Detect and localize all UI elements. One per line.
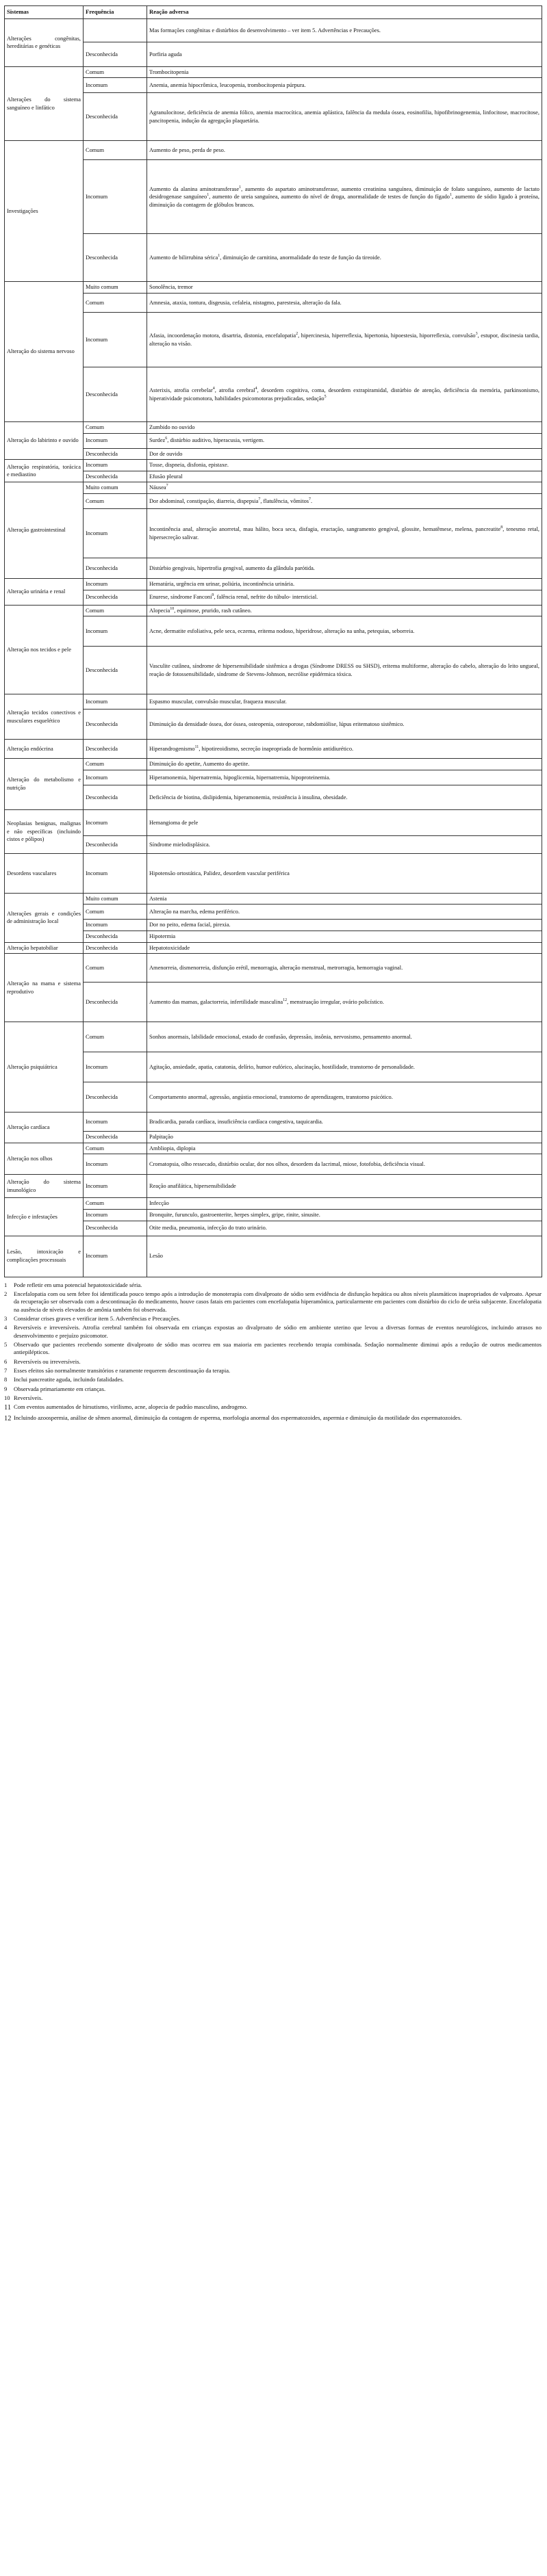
table-row bbox=[5, 809, 542, 835]
frequency-cell: Incomum bbox=[84, 770, 147, 785]
reaction-cell: Hiperandrogenismo$^{11}$, hipotireoidismo, secreção inapropriada de hormônio antidiurético. bbox=[147, 740, 542, 759]
footnote-number: 12 bbox=[4, 1415, 12, 1423]
reaction-cell: Enurese, síndrome Fanconi$^9$, falência renal, nefrite do túbulo- intersticial. bbox=[147, 590, 542, 605]
table-row bbox=[5, 93, 542, 141]
table-row bbox=[5, 1113, 542, 1132]
frequency-cell: Desconhecida bbox=[84, 740, 147, 759]
reaction-cell: Dor de ouvido bbox=[147, 448, 542, 460]
frequency-cell: Incomum bbox=[84, 1236, 147, 1277]
footnote-text: Inclui pancreatite aguda, incluindo fatalidades. bbox=[14, 1376, 124, 1383]
table-header-row bbox=[5, 6, 542, 19]
system-cell: Desordens vasculares bbox=[5, 853, 84, 893]
footnote-text: Reversíveis ou irreversíveis. bbox=[14, 1357, 81, 1365]
table-row bbox=[5, 605, 542, 616]
table-row bbox=[5, 494, 542, 509]
table-row bbox=[5, 983, 542, 1022]
frequency-cell: Incomum bbox=[84, 920, 147, 931]
frequency-cell: Incomum bbox=[84, 433, 147, 448]
table-row bbox=[5, 853, 542, 893]
frequency-cell: Desconhecida bbox=[84, 785, 147, 809]
system-cell: Alteração cardíaca bbox=[5, 1113, 84, 1143]
table-row bbox=[5, 42, 542, 66]
footnote-text: Incluindo azoospermia, análise de sêmen anormal, diminuição da contagem de esperma, morfologia anormal dos espermatozoides, aspermia e diminuição da motilidade dos espermatozoides. bbox=[14, 1414, 462, 1422]
table-row bbox=[5, 78, 542, 93]
adverse-reactions-table bbox=[4, 5, 542, 1277]
reaction-cell: Hematúria, urgência em urinar, poliúria, incontinência urinária. bbox=[147, 579, 542, 590]
reaction-cell: Sonolência, tremor bbox=[147, 282, 542, 294]
footnote-number: 7 bbox=[4, 1366, 8, 1374]
footnote-number: 10 bbox=[4, 1394, 10, 1402]
reaction-cell: Bradicardia, parada cardíaca, insuficiência cardíaca congestiva, taquicardia. bbox=[147, 1113, 542, 1132]
header-system: Sistemas bbox=[5, 6, 84, 19]
system-cell: Alteração do sistema nervoso bbox=[5, 282, 84, 422]
table-row bbox=[5, 579, 542, 590]
table-row bbox=[5, 482, 542, 494]
frequency-cell: Desconhecida bbox=[84, 234, 147, 282]
reaction-cell: Porfiria aguda bbox=[147, 42, 542, 66]
system-cell: Neoplasias benignas, malignas e não específicas (incluindo cistos e pólipos) bbox=[5, 809, 84, 853]
frequency-cell: Comum bbox=[84, 1143, 147, 1154]
system-cell: Alteração nos olhos bbox=[5, 1143, 84, 1175]
reaction-cell: Diminuição do apetite, Aumento do apetite. bbox=[147, 759, 542, 770]
reaction-cell: Aumento de peso, perda de peso. bbox=[147, 141, 542, 160]
table-row bbox=[5, 590, 542, 605]
footnote-item bbox=[4, 1385, 542, 1393]
frequency-cell: Incomum bbox=[84, 160, 147, 234]
table-row bbox=[5, 616, 542, 647]
table-row bbox=[5, 509, 542, 558]
table-row bbox=[5, 1052, 542, 1082]
table-row bbox=[5, 18, 542, 42]
footnote-number: 5 bbox=[4, 1340, 8, 1348]
table-row bbox=[5, 234, 542, 282]
table-row bbox=[5, 282, 542, 294]
reaction-cell: Agranulocitose, deficiência de anemia fólico, anemia macrocítica, anemia aplástica, falência da medula óssea, eosinofilia, hipofibrinogenemia, linfocitose, macrocitose, pancitopenia, indução da agregação plaquetária. bbox=[147, 93, 542, 141]
reaction-cell: Amnesia, ataxia, tontura, disgeusia, cefaleia, nistagmo, parestesia, alteração da fala. bbox=[147, 294, 542, 313]
frequency-cell: Desconhecida bbox=[84, 448, 147, 460]
frequency-cell: Desconhecida bbox=[84, 42, 147, 66]
frequency-cell: Desconhecida bbox=[84, 93, 147, 141]
table-row bbox=[5, 1082, 542, 1113]
footnote-item bbox=[4, 1282, 542, 1289]
table-row bbox=[5, 294, 542, 313]
table-row bbox=[5, 141, 542, 160]
reaction-cell: Hipotensão ortostática, Palidez, desordem vascular periférica bbox=[147, 853, 542, 893]
footnote-text: Com eventos aumentados de hirsutismo, virilismo, acne, alopecia de padrão masculino, androgeno. bbox=[14, 1403, 248, 1411]
frequency-cell: Desconhecida bbox=[84, 647, 147, 694]
frequency-cell: Incomum bbox=[84, 809, 147, 835]
reaction-cell: Bronquite, furunculo, gastroenterite, herpes simplex, gripe, rinite, sinusite. bbox=[147, 1209, 542, 1221]
header-reaction: Reação adversa bbox=[147, 6, 542, 19]
frequency-cell: Incomum bbox=[84, 1209, 147, 1221]
reaction-cell: Surdez$^6$, distúrbio auditivo, hiperacusia, vertigem. bbox=[147, 433, 542, 448]
reaction-cell: Diminuição da densidade óssea, dor óssea, osteopenia, osteoporose, rabdomiólise, lúpus eritematoso sistêmico. bbox=[147, 710, 542, 740]
table-row bbox=[5, 558, 542, 579]
table-row bbox=[5, 1236, 542, 1277]
reaction-cell: Anemia, anemia hipocrômica, leucopenia, trombocitopenia púrpura. bbox=[147, 78, 542, 93]
frequency-cell: Incomum bbox=[84, 579, 147, 590]
table-row bbox=[5, 422, 542, 434]
table-row bbox=[5, 1143, 542, 1154]
footnote-item bbox=[4, 1290, 542, 1314]
frequency-cell: Desconhecida bbox=[84, 710, 147, 740]
table-row bbox=[5, 942, 542, 954]
reaction-cell: Incontinência anal, alteração anorretal, mau hálito, boca seca, disfagia, eructação, sangramento gengival, glossite, hematêmese, melena, pancreatite$^8$, tenesmo retal, hipersecreção salivar. bbox=[147, 509, 542, 558]
footnotes bbox=[4, 1282, 542, 1424]
table-row bbox=[5, 835, 542, 853]
footnote-number: 9 bbox=[4, 1385, 8, 1392]
frequency-cell: Incomum bbox=[84, 1113, 147, 1132]
table-row bbox=[5, 1221, 542, 1236]
footnote-text: Esses efeitos são normalmente transitórios e raramente requerem descontinuação da terapia. bbox=[14, 1366, 231, 1374]
table-row bbox=[5, 905, 542, 920]
footnote-number: 11 bbox=[4, 1404, 12, 1412]
frequency-cell: Comum bbox=[84, 494, 147, 509]
frequency-cell: Incomum bbox=[84, 1154, 147, 1175]
frequency-cell: Comum bbox=[84, 1198, 147, 1210]
table-row bbox=[5, 954, 542, 983]
system-cell: Infecção e infestações bbox=[5, 1198, 84, 1236]
footnote-number: 4 bbox=[4, 1324, 8, 1331]
footnote-text: Reversíveis. bbox=[14, 1394, 43, 1402]
reaction-cell: Acne, dermatite esfoliativa, pele seca, eczema, eritema nodoso, hiperidrose, alteração na unha, petequias, seborreia. bbox=[147, 616, 542, 647]
system-cell: Alteração gastrointestinal bbox=[5, 482, 84, 579]
footnote-item bbox=[4, 1324, 542, 1340]
reaction-cell: Mas formações congênitas e distúrbios do desenvolvimento – ver item 5. Advertências e Precauções. bbox=[147, 18, 542, 42]
reaction-cell: Hemangioma de pele bbox=[147, 809, 542, 835]
footnote-item bbox=[4, 1367, 542, 1375]
table-row bbox=[5, 931, 542, 942]
system-cell: Alteração respiratória, torácica e mediastino bbox=[5, 460, 84, 482]
system-cell: Investigações bbox=[5, 141, 84, 282]
table-row bbox=[5, 893, 542, 905]
footnote-text: Observada primariamente em crianças. bbox=[14, 1385, 106, 1392]
table-row bbox=[5, 1022, 542, 1052]
frequency-cell: Incomum bbox=[84, 616, 147, 647]
footnote-item bbox=[4, 1315, 542, 1323]
frequency-cell: Comum bbox=[84, 605, 147, 616]
frequency-cell: Comum bbox=[84, 294, 147, 313]
document-page bbox=[4, 5, 543, 1425]
header-frequency: Frequência bbox=[84, 6, 147, 19]
reaction-cell: Efusão pleural bbox=[147, 471, 542, 482]
reaction-cell: Trombocitopenia bbox=[147, 66, 542, 78]
footnote-number: 8 bbox=[4, 1376, 8, 1383]
table-body bbox=[5, 18, 542, 1277]
footnote-item bbox=[4, 1414, 542, 1424]
frequency-cell: Desconhecida bbox=[84, 931, 147, 942]
reaction-cell: Deficiência de biotina, dislipidemia, hiperamonemia, resistência à insulina, obesidade. bbox=[147, 785, 542, 809]
table-row bbox=[5, 710, 542, 740]
frequency-cell: Incomum bbox=[84, 853, 147, 893]
table-row bbox=[5, 759, 542, 770]
frequency-cell: Comum bbox=[84, 66, 147, 78]
frequency-cell: Comum bbox=[84, 954, 147, 983]
system-cell: Alterações congênitas, hereditárias e genéticas bbox=[5, 18, 84, 66]
table-row bbox=[5, 785, 542, 809]
frequency-cell: Muito comum bbox=[84, 893, 147, 905]
frequency-cell: Desconhecida bbox=[84, 983, 147, 1022]
footnote-text: Pode refletir em uma potencial hepatotoxicidade séria. bbox=[14, 1281, 142, 1288]
reaction-cell: Agitação, ansiedade, apatia, catatonia, delírio, humor eufórico, alucinação, hostilidade, transtorno de personalidade. bbox=[147, 1052, 542, 1082]
frequency-cell: Comum bbox=[84, 422, 147, 434]
reaction-cell: Cromatopsia, olho ressecado, distúrbio ocular, dor nos olhos, desordem da lacrimal, miose, fotofobia, deficiência visual. bbox=[147, 1154, 542, 1175]
footnote-item bbox=[4, 1394, 542, 1402]
reaction-cell: Infecção bbox=[147, 1198, 542, 1210]
reaction-cell: Palpitação bbox=[147, 1132, 542, 1143]
reaction-cell: Dor abdominal, constipação, diarreia, dispepsia$^7$, flatulência, vômitos$^7$. bbox=[147, 494, 542, 509]
frequency-cell: Incomum bbox=[84, 1052, 147, 1082]
reaction-cell: Alteração na marcha, edema periférico. bbox=[147, 905, 542, 920]
table-row bbox=[5, 313, 542, 367]
system-cell: Alteração endócrina bbox=[5, 740, 84, 759]
system-cell: Alteração do metabolismo e nutrição bbox=[5, 759, 84, 810]
table-row bbox=[5, 66, 542, 78]
reaction-cell: Dor no peito, edema facial, pirexia. bbox=[147, 920, 542, 931]
frequency-cell: Desconhecida bbox=[84, 1221, 147, 1236]
reaction-cell: Zumbido no ouvido bbox=[147, 422, 542, 434]
reaction-cell: Ambliopia, diplopia bbox=[147, 1143, 542, 1154]
frequency-cell: Incomum bbox=[84, 509, 147, 558]
frequency-cell: Incomum bbox=[84, 694, 147, 710]
reaction-cell: Otite media, pneumonia, infecção do trato urinário. bbox=[147, 1221, 542, 1236]
frequency-cell: Comum bbox=[84, 905, 147, 920]
system-cell: Alteração hepatobiliar bbox=[5, 942, 84, 954]
footnote-item bbox=[4, 1403, 542, 1413]
table-row bbox=[5, 367, 542, 422]
table-row bbox=[5, 1154, 542, 1175]
table-row bbox=[5, 460, 542, 471]
footnote-item bbox=[4, 1358, 542, 1366]
reaction-cell: Reação anafilática, hipersensibilidade bbox=[147, 1175, 542, 1198]
frequency-cell: Incomum bbox=[84, 313, 147, 367]
footnote-number: 6 bbox=[4, 1357, 8, 1365]
footnote-item bbox=[4, 1341, 542, 1357]
table-row bbox=[5, 920, 542, 931]
table-row bbox=[5, 1175, 542, 1198]
frequency-cell: Incomum bbox=[84, 1175, 147, 1198]
table-row bbox=[5, 647, 542, 694]
frequency-cell: Desconhecida bbox=[84, 367, 147, 422]
reaction-cell: Sonhos anormais, labilidade emocional, estado de confusão, depressão, insônia, nervosismo, pensamento anormal. bbox=[147, 1022, 542, 1052]
system-cell: Alteração do sistema imunológico bbox=[5, 1175, 84, 1198]
reaction-cell: Aumento de bilirrubina sérica$^1$, diminuição de carnitina, anormalidade do teste de função da tireoide. bbox=[147, 234, 542, 282]
reaction-cell: Hepatotoxicidade bbox=[147, 942, 542, 954]
frequency-cell: Muito comum bbox=[84, 482, 147, 494]
reaction-cell: Comportamento anormal, agressão, angústia emocional, transtorno de aprendizagem, transtorno psicótico. bbox=[147, 1082, 542, 1113]
table-row bbox=[5, 1198, 542, 1210]
frequency-cell: Desconhecida bbox=[84, 558, 147, 579]
frequency-cell: Desconhecida bbox=[84, 835, 147, 853]
frequency-cell: Incomum bbox=[84, 460, 147, 471]
frequency-cell: Desconhecida bbox=[84, 590, 147, 605]
reaction-cell: Náusea$^7$ bbox=[147, 482, 542, 494]
reaction-cell: Afasia, incoordenação motora, disartria, distonia, encefalopatia$^2$, hipercinesia, hiperreflexia, hipertonia, hipoestesia, hiporreflexia, convulsão$^3$, estupor, discinesia tardia, alteração na visão. bbox=[147, 313, 542, 367]
frequency-cell: Comum bbox=[84, 141, 147, 160]
footnote-text: Observado que pacientes recebendo somente divalproato de sódio mas ocorreu em sua maioria em pacientes recebendo terapia combinada. Sedação normalmente diminui após a redução de outros medicamentos antiepilépticos. bbox=[14, 1340, 542, 1356]
footnote-number: 1 bbox=[4, 1281, 8, 1288]
table-row bbox=[5, 433, 542, 448]
system-cell: Alterações do sistema sanguíneo e linfático bbox=[5, 66, 84, 141]
reaction-cell: Amenorreia, dismenorreia, disfunção erétil, menorragia, alteração menstrual, metrorragia, hemorragia vaginal. bbox=[147, 954, 542, 983]
reaction-cell: Asterixis, atrofia cerebelar$^4$, atrofia cerebral$^4$, desordem cognitiva, coma, desordem extrapiramidal, distúrbio de atenção, deficiência da memória, parkinsonismo, hiperatividade psicomotora, habilidades psicomotoras prejudicadas, sedação$^5$ bbox=[147, 367, 542, 422]
reaction-cell: Vasculite cutânea, síndrome de hipersensibilidade sistêmica a drogas (Síndrome DRESS ou SHSD), eritema multiforme, alteração do cabelo, alteração do leito ungueal, reação de fotossensibilidade, síndrome de Stevens-Johnson, necrólise epidérmica tóxica. bbox=[147, 647, 542, 694]
system-cell: Alteração nos tecidos e pele bbox=[5, 605, 84, 694]
reaction-cell: Hiperamonemia, hipernatremia, hipoglicemia, hipernatremia, hipoproteinemia. bbox=[147, 770, 542, 785]
footnote-number: 2 bbox=[4, 1290, 8, 1297]
table-row bbox=[5, 694, 542, 710]
frequency-cell: Comum bbox=[84, 759, 147, 770]
frequency-cell: Desconhecida bbox=[84, 471, 147, 482]
reaction-cell: Síndrome mielodisplásica. bbox=[147, 835, 542, 853]
reaction-cell: Espasmo muscular, convulsão muscular, fraqueza muscular. bbox=[147, 694, 542, 710]
reaction-cell: Distúrbio gengivais, hipertrofia gengival, aumento da glândula parótida. bbox=[147, 558, 542, 579]
system-cell: Alteração tecidos conectivos e musculares esquelético bbox=[5, 694, 84, 740]
table-row bbox=[5, 1132, 542, 1143]
frequency-cell: Desconhecida bbox=[84, 1082, 147, 1113]
footnote-text: Considerar crises graves e verificar item 5. Advertências e Precauções. bbox=[14, 1314, 181, 1322]
table-row bbox=[5, 740, 542, 759]
table-row bbox=[5, 770, 542, 785]
reaction-cell: Astenia bbox=[147, 893, 542, 905]
footnote-item bbox=[4, 1376, 542, 1383]
table-row bbox=[5, 471, 542, 482]
frequency-cell bbox=[84, 18, 147, 42]
frequency-cell: Incomum bbox=[84, 78, 147, 93]
frequency-cell: Muito comum bbox=[84, 282, 147, 294]
system-cell: Lesão, intoxicação e complicações processuais bbox=[5, 1236, 84, 1277]
reaction-cell: Tosse, dispneia, disfonia, epistaxe. bbox=[147, 460, 542, 471]
reaction-cell: Hipotermia bbox=[147, 931, 542, 942]
table-row bbox=[5, 1209, 542, 1221]
frequency-cell: Comum bbox=[84, 1022, 147, 1052]
reaction-cell: Alopecia$^{10}$, equimose, prurido, rash cutâneo. bbox=[147, 605, 542, 616]
reaction-cell: Aumento das mamas, galactorreia, infertilidade masculina$^{12}$, menstruação irregular, ovário policístico. bbox=[147, 983, 542, 1022]
footnote-text: Encefalopatia com ou sem febre foi identificada pouco tempo após a introdução de monoterapia com divalproato de sódio sem evidência de disfunção hepática ou altos níveis plasmáticos inapropriados de valproato. Apesar da recuperação ser observada com a descontinuação do medicamento, houve casos fatais em pacientes com encefalopatia hiperamônica, particularmente em pacientes com distúrbio do ciclo de uréia subjacente. Encefalopatia na ausência de níveis elevados de amônia também foi observada. bbox=[14, 1290, 542, 1313]
footnote-number: 3 bbox=[4, 1314, 8, 1322]
reaction-cell: Aumento da alanina aminotransferase$^1$, aumento do aspartato aminotransferase, aumento creatinina sanguínea, diminuição de folato sanguíneo, aumento de lactato desidrogenase sanguíneo$^1$, aumento de ureia sanguínea, aumento do nível de droga, anormalidade de testes de função do fígado$^1$, aumento de sódio ligado à proteína, diminuição da contagem de glóbulos brancos. bbox=[147, 160, 542, 234]
table-row bbox=[5, 160, 542, 234]
system-cell: Alterações gerais e condições de administração local bbox=[5, 893, 84, 942]
footnote-text: Reversíveis e irreversíveis. Atrofia cerebral também foi observada em crianças expostas ao divalproato de sódio em ambiente uterino que levou a diversas formas de eventos neurológicos, incluindo atrasos no desenvolvimento e prejuízo psicomotor. bbox=[14, 1324, 542, 1339]
reaction-cell: Lesão bbox=[147, 1236, 542, 1277]
system-cell: Alteração na mama e sistema reprodutivo bbox=[5, 954, 84, 1022]
system-cell: Alteração do labirinto e ouvido bbox=[5, 422, 84, 460]
system-cell: Alteração urinária e renal bbox=[5, 579, 84, 606]
table-row bbox=[5, 448, 542, 460]
frequency-cell: Desconhecida bbox=[84, 942, 147, 954]
frequency-cell: Desconhecida bbox=[84, 1132, 147, 1143]
system-cell: Alteração psiquiátrica bbox=[5, 1022, 84, 1113]
